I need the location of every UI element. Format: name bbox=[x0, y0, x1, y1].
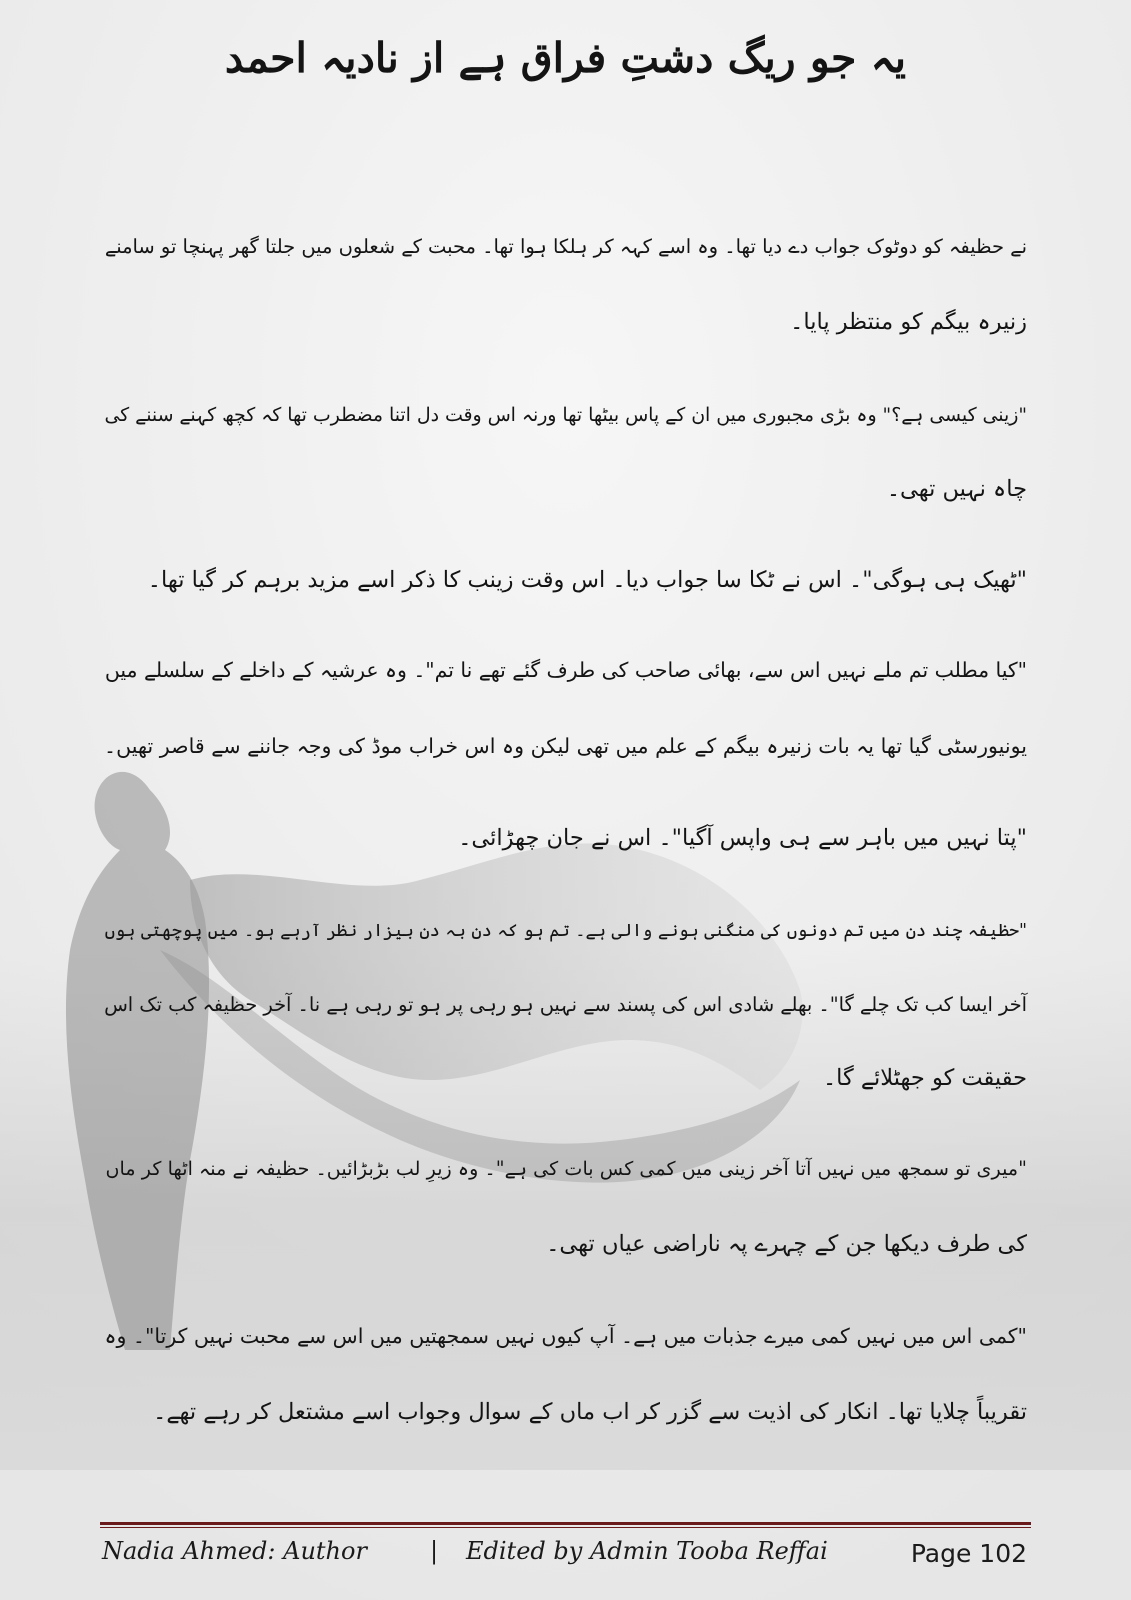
paragraph-line: "حظیفہ چند دن میں تم دونوں کی منگنی ہونے والی ہے۔ تم ہو کہ دن بہ دن بیزار نظر آرہے ہو۔ میں پوچھتی ہوں bbox=[104, 921, 1027, 941]
paragraph-line: "میری تو سمجھ میں نہیں آتا آخر زینی میں کمی کس بات کی ہے"۔ وہ زیرِ لب بڑبڑائیں۔ حظیفہ نے منہ اٹھا کر ماں bbox=[105, 1157, 1027, 1180]
paragraph-line: "کمی اس میں نہیں کمی میرے جذبات میں ہے۔ آپ کیوں نہیں سمجھتیں میں اس سے محبت نہیں کرتا"۔ وہ bbox=[104, 1324, 1027, 1348]
paragraph-line: زنیرہ بیگم کو منتظر پایا۔ bbox=[790, 309, 1027, 335]
paragraph-line: چاہ نہیں تھی۔ bbox=[886, 476, 1027, 502]
footer-rule-thin bbox=[100, 1527, 1031, 1528]
paragraph-line: "پتا نہیں میں باہر سے ہی واپس آگیا"۔ اس نے جان چھڑائی۔ bbox=[458, 825, 1027, 851]
paragraph-line: آخر ایسا کب تک چلے گا"۔ بھلے شادی اس کی پسند سے نہیں ہو رہی پر ہو تو رہی ہے نا۔ آخر حظیفہ کب تک اس bbox=[104, 993, 1027, 1016]
footer-author: Nadia Ahmed: Author bbox=[102, 1537, 367, 1565]
paragraph-line: "کیا مطلب تم ملے نہیں اس سے، بھائی صاحب کی طرف گئے تھے نا تم"۔ وہ عرشیہ کے داخلے کے سلسلے میں bbox=[104, 658, 1027, 682]
page-number: Page 102 bbox=[910, 1539, 1027, 1568]
paragraph-line: کی طرف دیکھا جن کے چہرے پہ ناراضی عیاں تھی۔ bbox=[546, 1231, 1027, 1257]
paragraph-line: یونیورسٹی گیا تھا یہ بات زنیرہ بیگم کے علم میں تھی لیکن وہ اس خراب موڈ کی وجہ جاننے سے قاصر تھیں۔ bbox=[104, 734, 1027, 758]
paragraph-line: "زینی کیسی ہے؟" وہ بڑی مجبوری میں ان کے پاس بیٹھا تھا ورنہ اس وقت دل اتنا مضطرب تھا کہ کچھ کہنے سننے کی bbox=[104, 404, 1027, 426]
footer-separator: | bbox=[430, 1537, 439, 1565]
paragraph-line: حقیقت کو جھٹلائے گا۔ bbox=[822, 1065, 1027, 1091]
paragraph-line: نے حظیفہ کو دوٹوک جواب دے دیا تھا۔ وہ اسے کہہ کر ہلکا ہوا تھا۔ محبت کے شعلوں میں جلتا گھر پہنچا تو سامنے bbox=[104, 235, 1027, 258]
paragraph-line: "ٹھیک ہی ہوگی"۔ اس نے ٹکا سا جواب دیا۔ اس وقت زینب کا ذکر اسے مزید برہم کر گیا تھا۔ bbox=[147, 567, 1027, 593]
footer-editor: Edited by Admin Tooba Reffai bbox=[466, 1537, 828, 1565]
page-title: یہ جو ریگ دشتِ فراق ہے از نادیہ احمد bbox=[224, 34, 907, 82]
footer-rule bbox=[100, 1522, 1031, 1525]
paragraph-line: تقریباً چلایا تھا۔ انکار کی اذیت سے گزر کر اب ماں کے سوال وجواب اسے مشتعل کر رہے تھے۔ bbox=[153, 1399, 1027, 1425]
